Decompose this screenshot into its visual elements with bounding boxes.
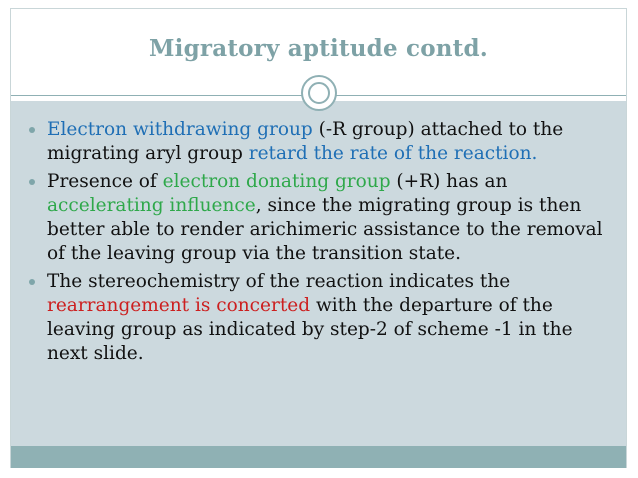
bullet-dot-icon [29, 127, 35, 133]
circle-ornament-icon [301, 75, 337, 111]
bullet-text-segment: Presence of [47, 171, 163, 192]
slide-title: Migratory aptitude contd. [149, 35, 488, 62]
bullet-text-segment: rearrangement is concerted [47, 295, 316, 316]
bullet-list [29, 118, 609, 370]
bullet-text-segment: Electron withdrawing group [47, 119, 319, 140]
bullet-item [29, 118, 609, 166]
bullet-text-segment: (-R group) attached to the migrating aryl group [47, 119, 564, 164]
bullet-item [29, 170, 609, 266]
bullet-text-segment: The stereochemistry of the reaction indicates the [47, 271, 511, 292]
bullet-item [29, 270, 609, 366]
slide [10, 8, 627, 468]
bullet-dot-icon [29, 179, 35, 185]
bullet-dot-icon [29, 279, 35, 285]
bullet-text-segment: accelerating influence [47, 195, 256, 216]
bullet-text-segment: electron donating group [162, 171, 397, 192]
bullet-text-segment: , since the migrating group is then better able to render arichimeric assistance to the removal of the leaving group via the transition state. [47, 195, 603, 264]
footer-band [11, 446, 626, 468]
bullet-text-segment: (+R) has an [396, 171, 508, 192]
content-area [11, 101, 626, 446]
bullet-text-segment: with the departure of the leaving group as indicated by step-2 of scheme -1 in the next slide. [47, 295, 573, 364]
bullet-text-segment: retard the rate of the reaction. [248, 143, 538, 164]
